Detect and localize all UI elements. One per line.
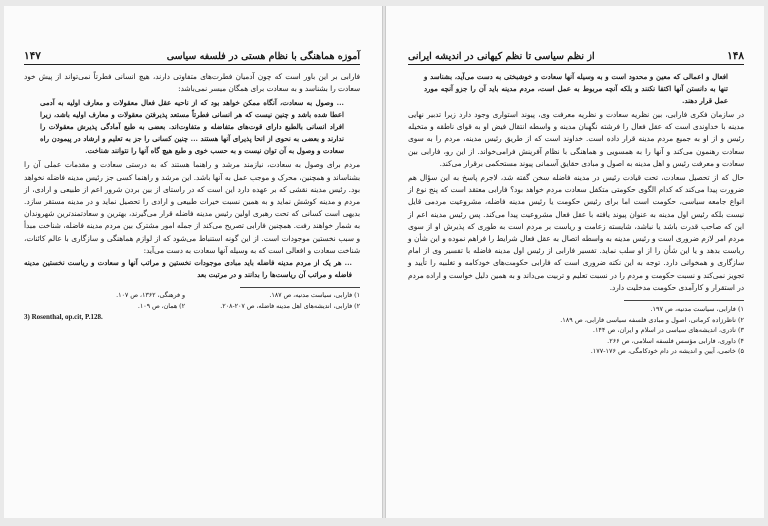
left-quote-2: ... هر یک از مردم مدینه فاضله باید مبادی موجودات نخستین و مراتب آنها و سعادت و ریاست نخستین مدینه فاضله و مراتب آن ریاست‌ها را بدانند و در مرتبت بعد — [24, 258, 352, 280]
left-page-header — [24, 50, 360, 65]
right-footnote-5: ۵) خاتمی، آیین و اندیشه در دام خودکامگی، ص ۱۷۶-۱۷۷. — [590, 347, 744, 356]
left-page-number: ۱۴۷ — [24, 50, 41, 62]
right-footnote-2: ۲) ناظرزاده کرمانی، اصول و مبادی فلسفه سیاسی فارابی، ص ۱۸۹. — [560, 315, 744, 324]
left-footnote-1: ۱) فارابی، سیاست مدنیه، ص ۱۸۷. — [269, 292, 360, 300]
left-footnote-3: و فرهنگی، ۱۳۶۲، ص ۱۰۷. — [116, 292, 185, 300]
right-page-number: ۱۴۸ — [727, 50, 744, 62]
right-quote-continuation: افعال و اعمالی که معین و محدود است و به وسیله آنها سعادت و خوشبختی به دست می‌آید، بشناسد و تنها به دانستن آنها اکتفا نکنند و بلکه آنچه مربوط به عمل است، مردم مدینه باید آن را جزو آنچه مورد عمل قرار دهند. — [424, 72, 728, 105]
left-footnote-latin: 3) Rosenthal, op.cit, P.128. — [24, 313, 103, 322]
right-paragraph-1: در سازمان فکری فارابی، بین نظریه سعادت و نظریه معرفت وی، پیوند استواری وجود دارد زیرا تدبیر نهایی مدینه با خداوندی است که عقل فعال را فرشته نگهبان مدینه و واسطه انتقال فیض او به قوای ناطقه و متخیله رئیس و از او به جمیع مردم مدینه قرار داده است. خداوند است که از طریق رئیس مدینه، مردم را به سوی سعادت رهنمون می‌کند و آنها را به همسویی و هماهنگی با نظام آفرینش فرامی‌خواند. از این رو، فارابی بین سعادت و معرفت رئیس و اهل مدینه به اصول و مبادی حقایق آسمانی پیوند مستحکمی برقرار می‌کند. — [408, 110, 744, 168]
left-intro-paragraph: فارابی بر این باور است که چون آدمیان فطرت‌های متفاوتی دارند، هیچ انسانی فطرتاً نمی‌تواند از پیش خود سعادت را بشناسد و به سعادت برای همگان میسر نمی‌باشد: — [24, 72, 360, 94]
right-header-title: از نظم سیاسی تا نظم کیهانی در اندیشه ایرانی — [408, 51, 595, 62]
left-quote-1: ... وصول به سعادت، آنگاه ممکن خواهد بود که از ناحیه عقل فعال معقولات و معارف اولیه به آدمی اعطا شده باشد و چنین نیست که هر انسانی فطرتاً مستعد پذیرفتن معقولات و معارف اولیه باشد، زیرا افراد انسانی بالطبع دارای قوت‌های متفاضله و متفاوت‌اند. بعضی به طبع آمادگی پذیرش معقولات را ندارند و بعضی به نحوی از انحا پذیرای آنها هستند ... چنین کسانی را جز به تعلیم و ارشاد در پیمودن راه سعادت و وصول به آن توان نیست و به حسب خوی و طبع هیچ گاه آنها را نتوانند شناخت. — [40, 98, 344, 156]
right-paragraph-2: حال که از تحصیل سعادت، تحت قیادت رئیس در مدینه فاضله سخن گفته شد، لاجرم پاسخ به این سؤال هم ضرورت پیدا می‌کند که کدام الگوی حکومتی متکفل سعادت مردم خواهد بود؟ فارابی معتقد است که پنج نوع از انواع جامعه سیاسی، حکومت است اما برای رئیس حکومت یا رئیس مدینه فاضله، مشروعیت مردمی قایل نیست بلکه رئیس اول مدینه به عنوان پیوند یافته با عقل فعال مشروعیت پیدا می‌کند. پس رئیس مدینه اعم از این که صاحب قدرت باشد یا نباشد، شایسته زعامت و ریاست بر مردم است به طوری که پذیرش او از سوی مردم امر لازم ضروری است و رئیس مدینه به واسطه اتصال به عقل فعال شرایط را فراهم نموده و این شأن و ریاست بدهد و یا این شأن را از او سلب نماید. تفسیر فارابی از رئیس اول مدینه فاضله با تفسیر وی از امام سازگاری و همخوانی دارد. توجه به این نکته ضروری است که فارابی حکومت‌های خودکامه و تغلبیه را تأیید و تجویز نمی‌کند و نسبت حکومت و مردم را در نسبت تعلیم و تربیت می‌داند و به همین دلیل خواست و اراده مردم در استقرار و کارآمدی حکومت مدخلیت دارد. — [408, 173, 744, 292]
right-footnote-1: ۱) فارابی، سیاست مدنیه، ص ۱۹۷. — [650, 305, 744, 314]
left-page — [4, 6, 382, 518]
left-paragraph-2: مردم برای وصول به سعادت، نیازمند مرشد و راهنما هستند که به درستی سعادت و مقدمات عملی آن را بشناساند و همچنین، محرک و موجب عمل به آنها باشد. این مرشد و راهنما کسی جز رئیس مدینه فاضله نخواهد بود. رئیس مدینه نقشی که بر عهده دارد این است که در راستای از بین بردن شرور اعم از طبیعی و ارادی، از مردم و مدینه کوشش نماید و به همین نسبت خیرات طبیعی و ارادی را تحصیل نماید و در مدینه مستقر سازد. بدیهی است کسانی که تحت رهبری اولین رئیس مدینه فاضله قرار می‌گیرند، بهترین و سعادتمندترین شهروندان به شمار خواهند رفت. همچنین فارابی تصریح می‌کند از جمله امور مشترک بین مردم مدینه فاضله، شناخت مبدأ و سبب نخستین موجودات است. از این گونه استنباط می‌شود که از لوازم هماهنگی و سازگاری با عالم کائنات، شناخت سعادت و افعالی است که به وسیله آنها سعادت به دست می‌آید: — [24, 160, 360, 255]
left-header-title: آموزه هماهنگی با نظام هستی در فلسفه سیاسی — [166, 51, 360, 62]
left-footnote-separator — [240, 287, 360, 288]
right-footnote-4: ۴) داوری، فارابی مؤسس فلسفه اسلامی، ص ۲۶۶. — [607, 336, 744, 345]
right-page — [386, 6, 764, 518]
left-footnote-4: ۲) همان، ص ۱۰۹. — [137, 302, 185, 310]
left-footnote-2: ۲) فارابی، اندیشه‌های اهل مدینه فاضله، ص ۲۰۷-۲۰۸. — [220, 302, 360, 310]
right-page-header — [408, 50, 744, 65]
left-footnotes — [24, 291, 360, 323]
right-footnote-3: ۳) نادری، اندیشه‌های سیاسی در اسلام و ایران، ص ۱۴۴. — [592, 326, 744, 335]
right-footnote-separator — [624, 300, 744, 301]
right-footnotes — [408, 304, 744, 357]
